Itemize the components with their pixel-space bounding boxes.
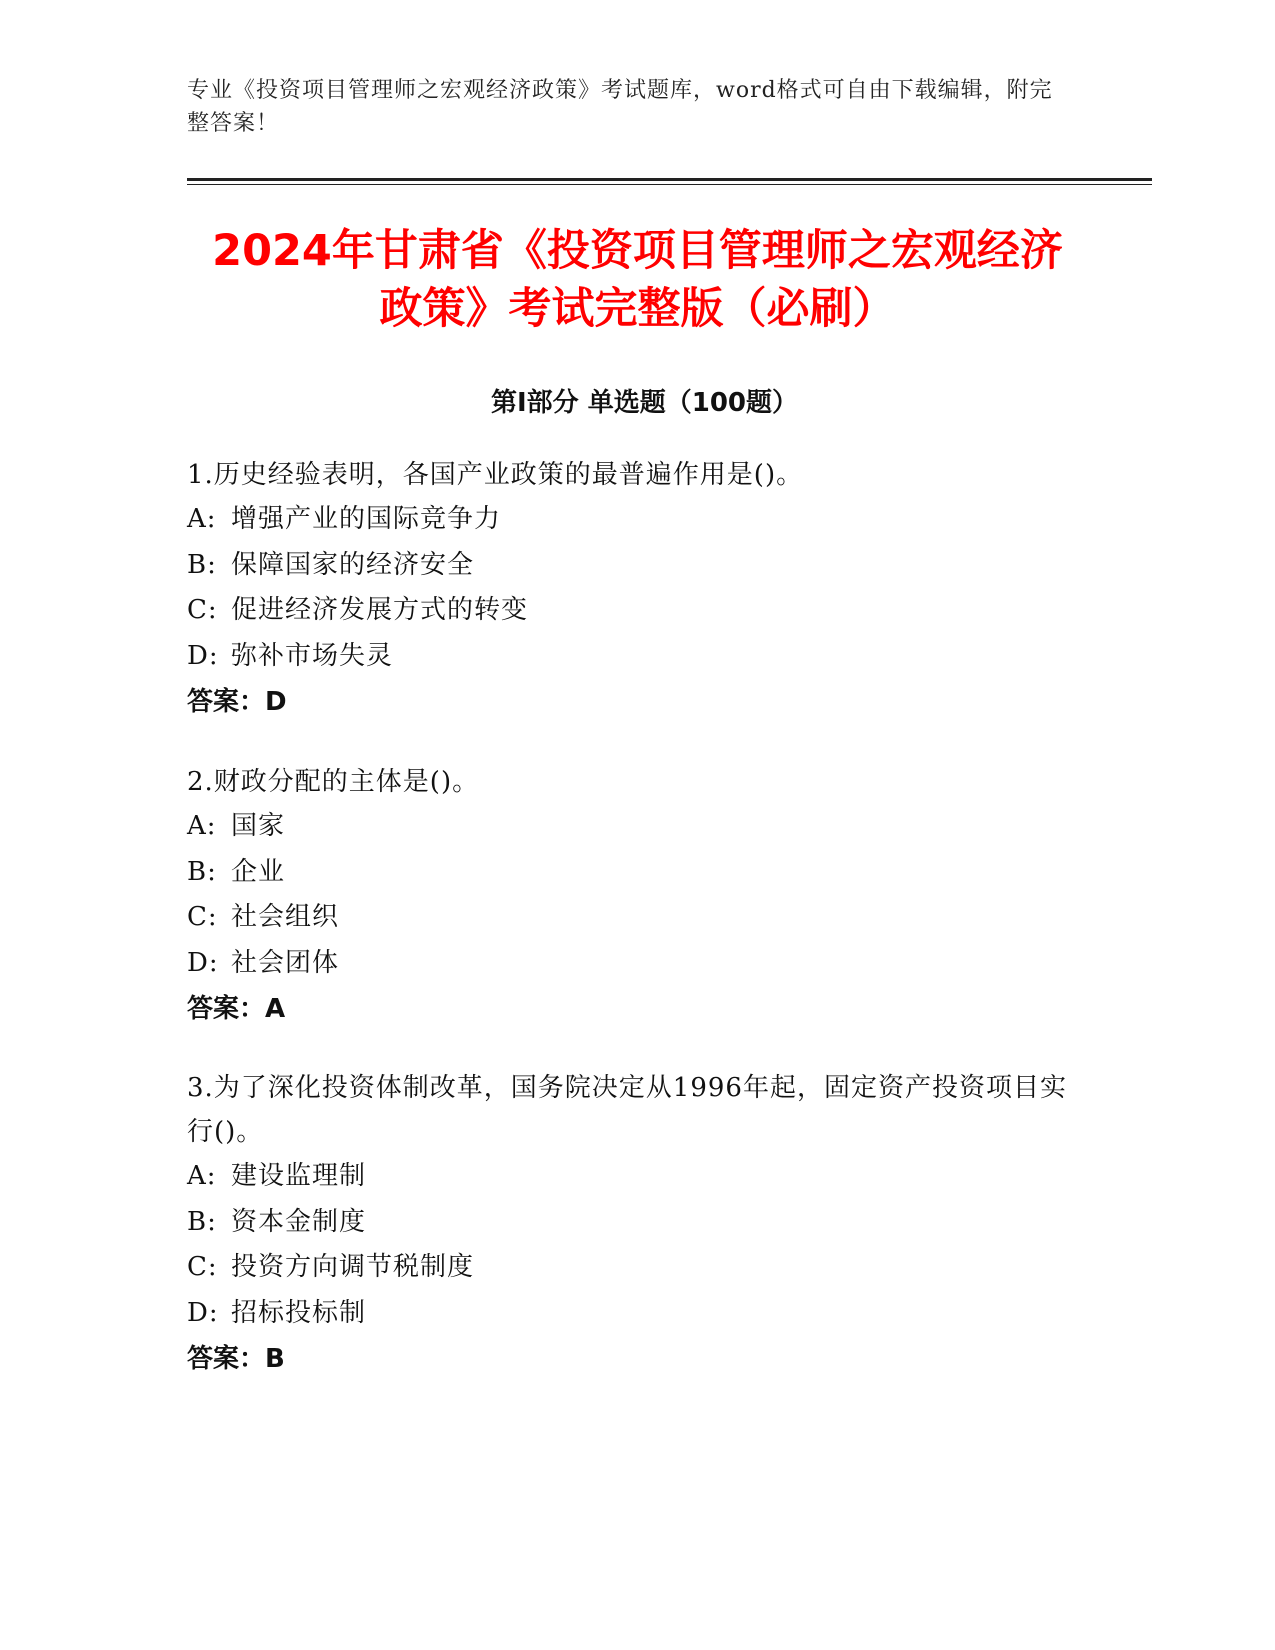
option-b [187, 850, 1087, 896]
title-line-2: 政策》考试完整版（必刷） [379, 284, 896, 334]
option-c [187, 1245, 1067, 1291]
option-label: B: [187, 549, 217, 580]
option-text: 社会团体 [231, 947, 340, 978]
answer: 答案：A [187, 994, 286, 1024]
option-label: C: [187, 595, 218, 625]
option-label: B: [187, 1206, 217, 1237]
question-text: 2.财政分配的主体是()。 [187, 767, 480, 797]
option-d [187, 634, 1087, 680]
option-label: C: [187, 1252, 218, 1282]
question-text: 3.为了深化投资体制改革，国务院决定从1996年起，固定资产投资项目实行()。 [187, 1073, 1067, 1147]
section-heading: 第I部分 单选题（100题） [491, 388, 798, 418]
header-note: 专业《投资项目管理师之宏观经济政策》考试题库，word格式可自由下载编辑，附完整答案！ [187, 78, 1053, 136]
option-label: A: [187, 811, 217, 841]
option-text: 投资方向调节税制度 [231, 1252, 475, 1282]
option-d [187, 1291, 1067, 1337]
header-rule-thick [187, 178, 1152, 181]
answer: 答案：B [187, 1344, 285, 1374]
option-a [187, 1154, 1067, 1200]
option-c [187, 895, 1087, 941]
option-c [187, 588, 1087, 634]
option-label: D: [187, 640, 219, 671]
question-2 [187, 760, 1087, 1032]
option-text: 国家 [231, 811, 286, 841]
option-d [187, 941, 1087, 987]
option-label: B: [187, 856, 217, 887]
option-label: D: [187, 1297, 219, 1328]
option-text: 保障国家的经济安全 [231, 549, 475, 580]
option-text: 建设监理制 [231, 1161, 367, 1191]
document-title [180, 222, 1095, 338]
option-text: 资本金制度 [231, 1206, 367, 1237]
option-text: 社会组织 [231, 902, 340, 932]
header-rule-thin [187, 184, 1152, 185]
option-text: 企业 [231, 856, 286, 887]
option-label: C: [187, 902, 218, 932]
option-label: A: [187, 1161, 217, 1191]
option-b [187, 1200, 1067, 1246]
option-label: D: [187, 947, 219, 978]
title-line-1: 2024年甘肃省《投资项目管理师之宏观经济 [212, 226, 1063, 276]
option-text: 增强产业的国际竞争力 [231, 504, 502, 534]
option-a [187, 497, 1087, 543]
option-label: A: [187, 504, 217, 534]
question-text: 1.历史经验表明，各国产业政策的最普遍作用是()。 [187, 460, 804, 490]
question-1 [187, 453, 1087, 725]
option-text: 促进经济发展方式的转变 [231, 595, 529, 625]
option-b [187, 543, 1087, 589]
option-text: 招标投标制 [231, 1297, 367, 1328]
option-text: 弥补市场失灵 [231, 640, 394, 671]
option-a [187, 804, 1087, 850]
answer: 答案：D [187, 687, 287, 717]
question-3 [187, 1066, 1067, 1382]
